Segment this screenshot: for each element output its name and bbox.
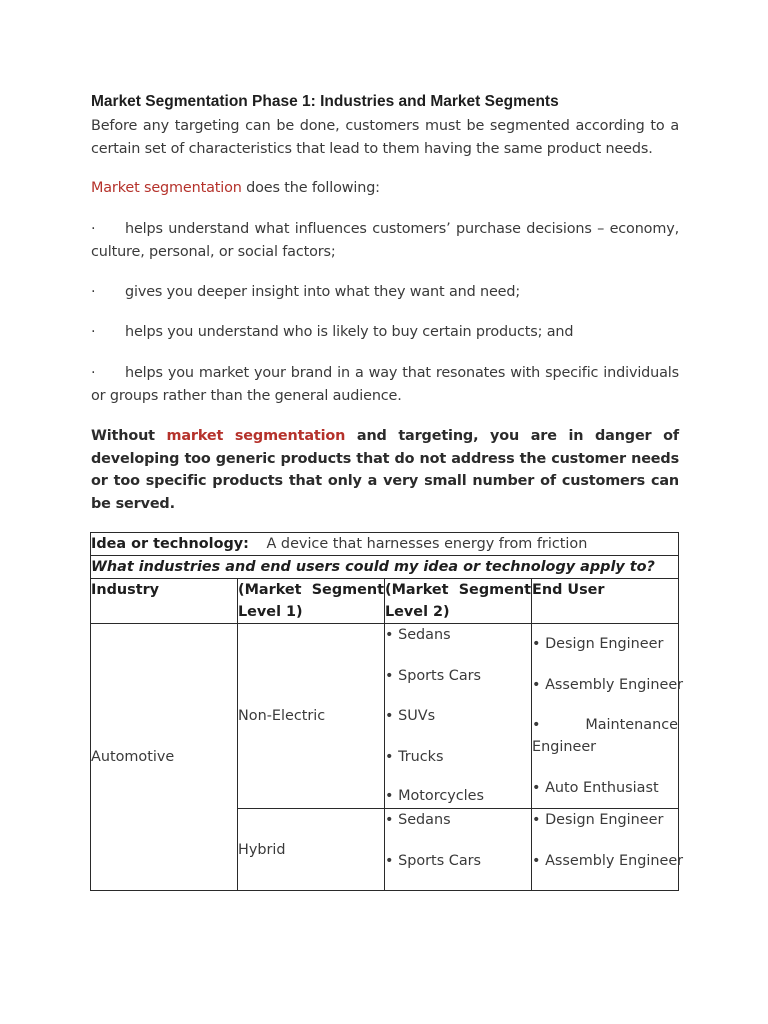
warning-lead: Without <box>91 428 167 444</box>
table-row <box>91 624 679 809</box>
idea-label: Idea or technology: <box>91 536 249 552</box>
list-item: • Auto Enthusiast <box>532 780 659 796</box>
header-industry: Industry <box>91 579 238 624</box>
list-item: • Motorcycles <box>385 788 485 804</box>
list-item: • Assembly Engineer <box>532 676 684 693</box>
segmentation-intro <box>91 177 679 200</box>
market-segmentation-link[interactable]: Market segmentation <box>91 180 242 196</box>
bullet-dot: · <box>91 284 96 300</box>
list-item: • SUVs <box>385 708 436 724</box>
list-item: • Sports Cars <box>385 667 482 684</box>
bullet-item <box>91 362 679 407</box>
segmentation-table <box>90 532 684 891</box>
level1-cell: Hybrid <box>238 809 385 891</box>
end-user-cell <box>532 624 684 809</box>
end-user-cell <box>532 809 684 891</box>
intro-paragraph: Before any targeting can be done, customers must be segmented according to a certain set of characteristics that lead to them having the same product needs. <box>91 118 679 157</box>
list-item: • Maintenance Engineer <box>532 717 678 755</box>
header-row <box>91 579 679 624</box>
bullet-text: helps you understand who is likely to buy certain products; and <box>125 324 574 340</box>
level1-cell: Non-Electric <box>238 624 385 809</box>
list-item: • Trucks <box>385 748 444 765</box>
header-end-user: End User <box>532 579 679 624</box>
bullet-text: helps you market your brand in a way that resonates with specific individuals or groups rather than the general audience. <box>91 365 679 404</box>
question-row <box>91 556 679 579</box>
bullet-item <box>91 218 679 263</box>
segmentation-intro-rest: does the following: <box>241 180 380 196</box>
bullet-dot: · <box>91 324 96 340</box>
header-level1: (Market Segment Level 1) <box>238 579 385 624</box>
warning-rest: and targeting, you are in danger of developing too generic products that do not address the customer needs or too specific products that only a very small number of customers can be served. <box>91 428 679 512</box>
bullet-dot: · <box>91 365 96 381</box>
bullet-dot: · <box>91 221 96 237</box>
question-cell: What industries and end users could my idea or technology apply to? <box>91 556 679 579</box>
industry-cell: Automotive <box>91 624 238 891</box>
list-item: • Sedans <box>385 812 451 828</box>
header-level2: (Market Segment Level 2) <box>385 579 532 624</box>
warning-paragraph <box>91 425 679 515</box>
list-item: • Assembly Engineer <box>532 852 684 869</box>
page-title: Market Segmentation Phase 1: Industries and Market Segments <box>91 93 559 110</box>
bullet-text: gives you deeper insight into what they want and need; <box>125 284 521 300</box>
level2-cell <box>385 809 532 891</box>
level2-cell <box>385 624 532 809</box>
idea-value: A device that harnesses energy from friction <box>266 536 588 552</box>
list-item: • Sports Cars <box>385 852 482 869</box>
idea-cell <box>91 533 679 556</box>
bullet-item <box>91 321 679 344</box>
list-item: • Design Engineer <box>532 636 664 652</box>
bullet-item <box>91 281 679 304</box>
idea-row <box>91 533 679 556</box>
market-segmentation-link[interactable]: market segmentation <box>166 428 346 444</box>
list-item: • Sedans <box>385 627 451 643</box>
list-item: • Design Engineer <box>532 812 664 828</box>
bullet-text: helps understand what influences customers’ purchase decisions – economy, culture, personal, or social factors; <box>91 221 679 260</box>
